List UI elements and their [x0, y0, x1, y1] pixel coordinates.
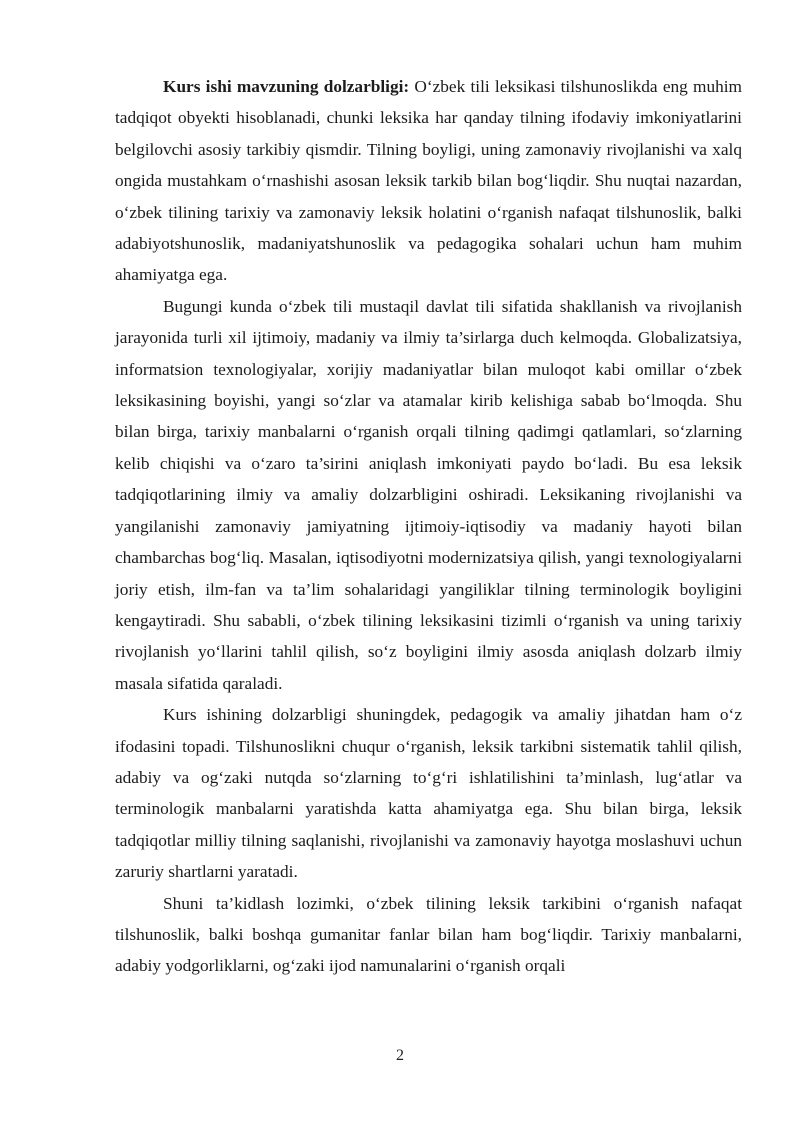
- paragraph-development: Bugungi kunda o‘zbek tili mustaqil davlat tili sifatida shakllanish va rivojlanish jarayonida turli xil ijtimoiy, madaniy va ilmiy ta’sirlarga duch kelmoqda. Globalizatsiya, informatsion texnologiyalar, xorijiy madaniyatlar bilan muloqot kabi omillar o‘zbek leksikasining boyishi, yangi so‘zlar va atamalar kirib kelishiga sabab bo‘lmoqda. Shu bilan birga, tarixiy manbalarni o‘rganish orqali tilning qadimgi qatlamlari, so‘zlarning kelib chiqishi va o‘zaro ta’sirini aniqlash imkoniyati paydo bo‘ladi. Bu esa leksik tadqiqotlarining ilmiy va amaliy dolzarbligini oshiradi. Leksikaning rivojlanishi va yangilanishi zamonaviy jamiyatning ijtimoiy-iqtisodiy va madaniy hayoti bilan chambarchas bog‘liq. Masalan, iqtisodiyotni modernizatsiya qilish, yangi texnologiyalarni joriy etish, ilm-fan va ta’lim sohalaridagi yangiliklar tilning terminologik boyligini kengaytiradi. Shu sababli, o‘zbek tilining leksikasini tizimli o‘rganish va uning tarixiy rivojlanish yo‘llarini tahlil qilish, so‘z boyligini ilmiy asosda aniqlash dolzarb ilmiy masala sifatida qaraladi.: [115, 296, 742, 693]
- paragraph-relevance: [115, 71, 742, 291]
- paragraph-pedagogical: Kurs ishining dolzarbligi shuningdek, pedagogik va amaliy jihatdan ham o‘z ifodasini topadi. Tilshunoslikni chuqur o‘rganish, leksik tarkibni sistematik tahlil qilish, adabiy va og‘zaki nutqda so‘zlarning to‘g‘ri ishlatilishini ta’minlash, lug‘atlar va terminologik manbalarni yaratishda katta ahamiyatga ega. Shu bilan birga, leksik tadqiqotlar milliy tilning saqlanishi, rivojlanishi va zamonaviy hayotga moslashuvi uchun zaruriy shartlarni yaratadi.: [115, 705, 742, 882]
- document-body: [115, 71, 742, 982]
- paragraph-text: O‘zbek tili leksikasi tilshunoslikda eng muhim tadqiqot obyekti hisoblanadi, chunki leksika har qanday tilning ifodaviy imkoniyatlarini belgilovchi asosiy tarkibiy qismdir. Tilning boyligi, uning zamonaviy rivojlanishi va xalq ongida mustahkam o‘rnashishi asosan leksik tarkib bilan bog‘liqdir. Shu nuqtai nazardan, o‘zbek tilining tarixiy va zamonaviy leksik holatini o‘rganish nafaqat tilshunoslik, balki adabiyotshunoslik, madaniyatshunoslik va pedagogika sohalari uchun ham muhim ahamiyatga ega.: [115, 77, 742, 285]
- page-number: 2: [396, 1047, 404, 1064]
- paragraph-interdisciplinary: Shuni ta’kidlash lozimki, o‘zbek tilining leksik tarkibini o‘rganish nafaqat tilshunoslik, balki boshqa gumanitar fanlar bilan ham bog‘liqdir. Tarixiy manbalarni, adabiy yodgorliklarni, og‘zaki ijod namunalarini o‘rganish orqali: [115, 893, 742, 976]
- paragraph-lead: Kurs ishi mavzuning dolzarbligi:: [163, 77, 410, 96]
